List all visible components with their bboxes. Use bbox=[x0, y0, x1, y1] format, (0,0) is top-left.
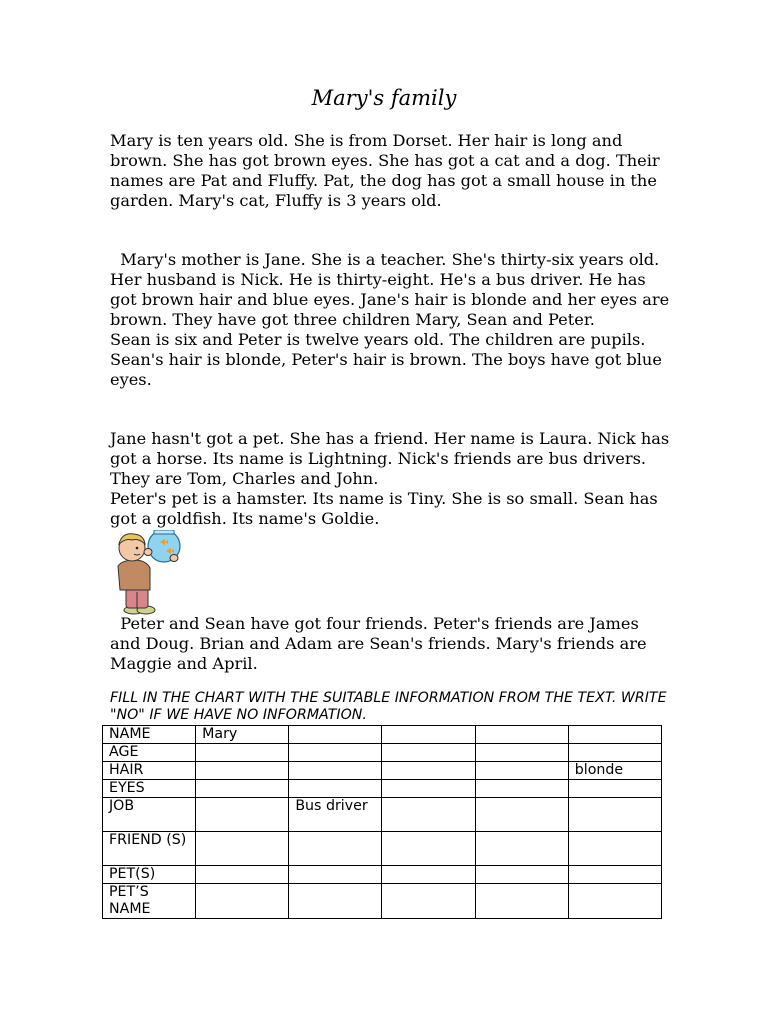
table-cell[interactable] bbox=[289, 744, 382, 762]
table-cell[interactable]: Mary bbox=[196, 726, 289, 744]
paragraph-text: Mary's mother is Jane. She is a teacher. She's thirty-six years old. Her husband is Nick. He is thirty-eight. He's a bus driver. He has got brown hair and blue eyes. Jane's hair is blonde and her eyes are brown. They have got three children Mary, Sean and Peter. bbox=[110, 250, 670, 329]
table-cell[interactable] bbox=[475, 866, 568, 884]
table-cell[interactable] bbox=[568, 744, 661, 762]
table-cell[interactable] bbox=[289, 762, 382, 780]
row-label: FRIEND (S) bbox=[103, 832, 196, 866]
table-cell[interactable] bbox=[568, 780, 661, 798]
table-cell[interactable]: blonde bbox=[568, 762, 661, 780]
table-row bbox=[103, 798, 662, 832]
table-cell[interactable] bbox=[196, 780, 289, 798]
table-cell[interactable] bbox=[568, 866, 661, 884]
table-cell[interactable] bbox=[568, 884, 661, 919]
paragraph-text: Jane hasn't got a pet. She has a friend. Her name is Laura. Nick has got a horse. Its name is Lightning. Nick's friends are bus drivers. They are Tom, Charles and John. bbox=[110, 429, 670, 488]
paragraph-mary bbox=[110, 131, 670, 211]
paragraph-text: Mary is ten years old. She is from Dorset. Her hair is long and brown. She has got brown eyes. She has got a cat and a dog. Their names are Pat and Fluffy. Pat, the dog has got a small house in the garden. Mary's cat, Fluffy is 3 years old. bbox=[110, 131, 660, 210]
row-label: PET(S) bbox=[103, 866, 196, 884]
table-cell[interactable] bbox=[382, 798, 475, 832]
paragraph-text: Peter's pet is a hamster. Its name is Tiny. She is so small. Sean has got a goldfish. Its name's Goldie. bbox=[110, 489, 658, 528]
table-cell[interactable] bbox=[289, 726, 382, 744]
table-cell[interactable] bbox=[196, 884, 289, 919]
table-cell[interactable] bbox=[382, 762, 475, 780]
table-cell[interactable] bbox=[475, 780, 568, 798]
table-row bbox=[103, 866, 662, 884]
table-cell[interactable] bbox=[289, 780, 382, 798]
table-row bbox=[103, 884, 662, 919]
table-row bbox=[103, 726, 662, 744]
table-cell[interactable] bbox=[196, 762, 289, 780]
table-cell[interactable] bbox=[196, 744, 289, 762]
paragraph-pets bbox=[110, 429, 670, 529]
chart-instructions: FILL IN THE CHART WITH THE SUITABLE INFORMATION FROM THE TEXT. WRITE "NO" IF WE HAVE NO INFORMATION. bbox=[110, 690, 667, 723]
table-cell[interactable] bbox=[289, 884, 382, 919]
table-cell[interactable] bbox=[196, 798, 289, 832]
table-cell[interactable] bbox=[568, 798, 661, 832]
table-row bbox=[103, 780, 662, 798]
table-cell[interactable] bbox=[382, 726, 475, 744]
table-cell[interactable] bbox=[475, 832, 568, 866]
paragraph-friends bbox=[110, 614, 670, 674]
table-cell[interactable] bbox=[475, 798, 568, 832]
table-row bbox=[103, 832, 662, 866]
table-cell[interactable]: Bus driver bbox=[289, 798, 382, 832]
row-label: AGE bbox=[103, 744, 196, 762]
paragraph-text: Sean is six and Peter is twelve years old. The children are pupils. Sean's hair is blonde, Peter's hair is brown. The boys have got blue eyes. bbox=[110, 330, 662, 389]
table-cell[interactable] bbox=[289, 866, 382, 884]
row-label: HAIR bbox=[103, 762, 196, 780]
paragraph-parents-children bbox=[110, 250, 670, 390]
table-cell[interactable] bbox=[568, 726, 661, 744]
page-title: Mary's family bbox=[311, 86, 457, 110]
table-cell[interactable] bbox=[475, 884, 568, 919]
boy-with-goldfish-bowl-icon bbox=[104, 530, 188, 616]
paragraph-text: Peter and Sean have got four friends. Peter's friends are James and Doug. Brian and Adam are Sean's friends. Mary's friends are Maggie and April. bbox=[110, 614, 647, 673]
table-cell[interactable] bbox=[475, 762, 568, 780]
table-cell[interactable] bbox=[475, 744, 568, 762]
table-cell[interactable] bbox=[382, 832, 475, 866]
row-label: EYES bbox=[103, 780, 196, 798]
row-label: PET’S NAME bbox=[103, 884, 196, 919]
table-cell[interactable] bbox=[568, 832, 661, 866]
table-cell[interactable] bbox=[382, 780, 475, 798]
table-row bbox=[103, 744, 662, 762]
table-row bbox=[103, 762, 662, 780]
table-cell[interactable] bbox=[196, 832, 289, 866]
table-cell[interactable] bbox=[289, 832, 382, 866]
table-cell[interactable] bbox=[382, 884, 475, 919]
info-chart bbox=[102, 725, 662, 919]
chart-body bbox=[103, 726, 662, 919]
row-label: JOB bbox=[103, 798, 196, 832]
table-cell[interactable] bbox=[196, 866, 289, 884]
table-cell[interactable] bbox=[382, 744, 475, 762]
table-cell[interactable] bbox=[475, 726, 568, 744]
row-label: NAME bbox=[103, 726, 196, 744]
table-cell[interactable] bbox=[382, 866, 475, 884]
